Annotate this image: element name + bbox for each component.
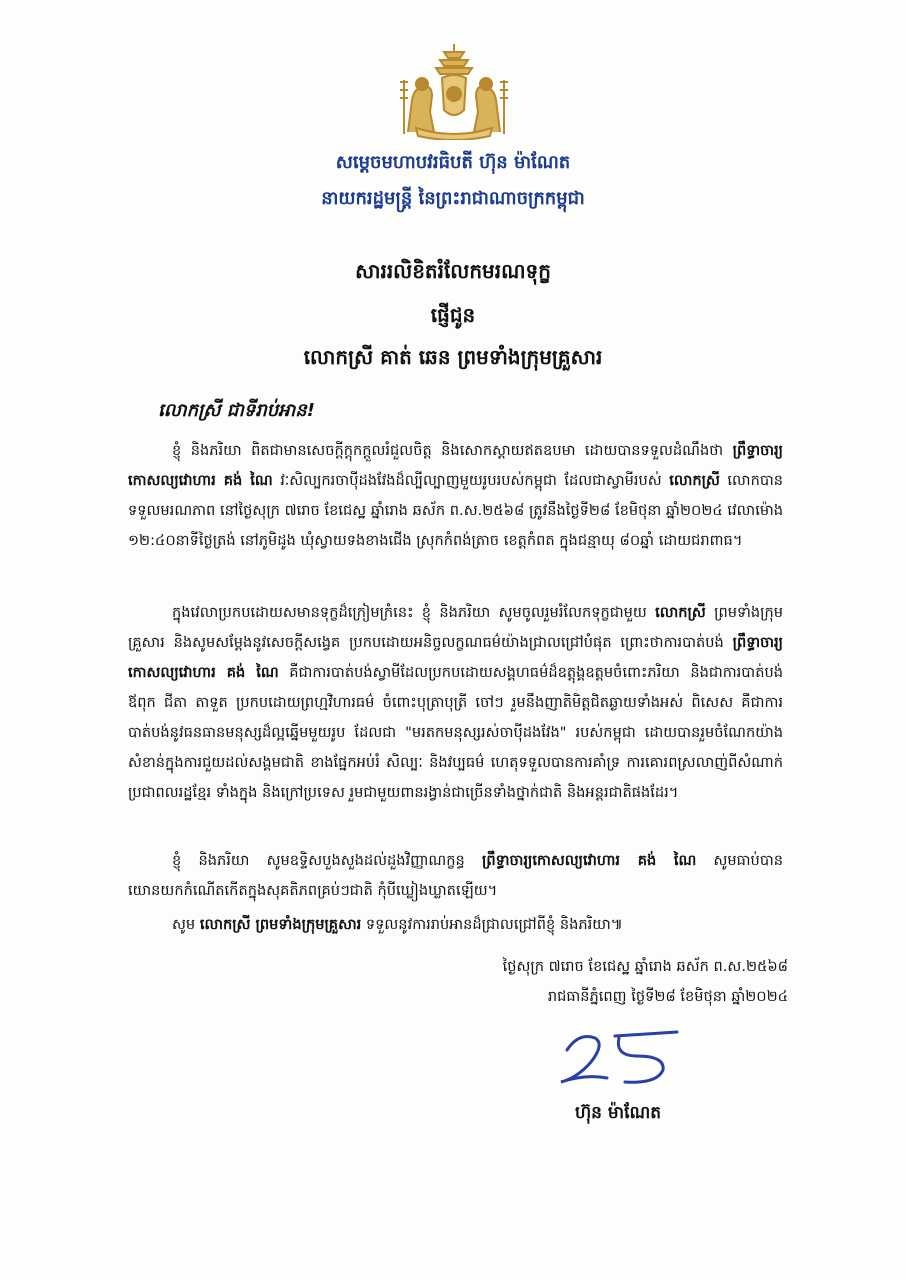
p2-name-bold: ព្រឹទ្ធាចារ្យកោសល្យវោហារ គង់ ណៃ xyxy=(128,634,783,681)
p1-name-bold: ព្រឹទ្ធាចារ្យកោសល្យវោហារ គង់ ណៃ xyxy=(128,442,783,489)
lunar-date: ថ្ងៃសុក្រ ៧រោច ខែជេស្ឋ ឆ្នាំរោង ឆស័ក ព.ស.២៥៦៨ xyxy=(502,958,788,975)
paragraph-2 xyxy=(128,598,783,808)
header-title: នាយករដ្ឋមន្ត្រី នៃព្រះរាជាណាចក្រកម្ពុជា xyxy=(321,188,585,209)
header-name: សម្ដេចមហាបវរធិបតី ហ៊ុន ម៉ាណែត xyxy=(335,152,571,173)
p2-text-c: ព្រមទាំងក្រុមគ្រួសារ និងសូមសម្ដែងនូវសេចក្តីសង្វេគ ប្រកបដោយអនិច្ចលក្ខណធម៌យ៉ាងជ្រាលជ្រៅបំផុត ព្រោះថាការបាត់បង់ xyxy=(128,604,784,651)
letter-sent-to: ផ្ញើជូន xyxy=(430,303,476,327)
p3-name-bold: ព្រឹទ្ធាចារ្យកោសល្យវោហារ គង់ ណៃ xyxy=(481,852,697,869)
letter-title: សាររលិខិតរំលែកមរណទុក្ខ xyxy=(355,259,551,283)
p1-lady-bold: លោកស្រី xyxy=(669,472,720,489)
letter-recipient: លោកស្រី គាត់ ឆេន ព្រមទាំងក្រុមគ្រួសារ xyxy=(303,345,603,369)
p4-text-c: ទទួលនូវការរាប់អានដ៏ជ្រាលជ្រៅពីខ្ញុំ និងភរិយា៕ xyxy=(361,916,623,933)
p1-text-a: ខ្ញុំ និងភរិយា ពិតជាមានសេចក្តីក្តុកក្តួលរំជួលចិត្ត និងសោកស្តាយឥតឧបមា ដោយបានទទួលដំណឹងថា xyxy=(172,442,733,459)
paragraph-1 xyxy=(128,436,783,556)
p4-text-a: សូម xyxy=(172,916,200,933)
p2-text-e: គឺជាការបាត់បង់ស្វាមីដែលប្រកបដោយសង្គហធម៌ដ៏ឧត្តុង្គឧត្តមចំពោះភរិយា និងជាការបាត់បង់ឪពុក ជីតា តាទួត ប្រកបដោយព្រហ្មវិហារធម៌ ចំពោះបុត្រាបុត្រី ចៅៗ រួមនឹងញាតិមិត្តជិតឆ្ងាយទាំងអស់ ពិសេស គឺជាការបាត់បង់នូវធនធានមនុស្សដ៏ល្អឆ្នើមមួយរូប ដែលជា "មរតកមនុស្សរស់ចាប៉ីដងវែង" របស់កម្ពុជា ដោយបានរួមចំណែកយ៉ាងសំខាន់ក្នុងការជួយដល់សង្គមជាតិ ខាងផ្នែកអប់រំ សិល្បៈ និងវប្បធម៌ ហេតុទទួលបានការគាំទ្រ ការគោរពស្រលាញ់ពីសំណាក់ប្រជាពលរដ្ឋខ្មែរ ទាំងក្នុង និងក្រៅប្រទេស រួមជាមួយពានរង្វាន់ជាច្រើនទាំងថ្នាក់ជាតិ និងអន្តរជាតិផងដែរ។ xyxy=(128,664,783,801)
p3-text-c: សូមធាប់បានយោនយកកំណើតកើតក្នុងសុគតិភពគ្រប់ៗជាតិ កុំបីឃ្លៀងឃ្លាតឡើយ។ xyxy=(128,852,783,899)
handwritten-signature-icon xyxy=(545,1022,690,1092)
paragraph-3 xyxy=(128,846,783,906)
p3-text-a: ខ្ញុំ និងភរិយា សូមឧទ្ទិសបួងសួងដល់ដួងវិញ្ញាណក្ខន្ធ xyxy=(172,852,482,869)
p1-text-e: លោកបានទទួលមរណភាព នៅថ្ងៃសុក្រ ៧រោច ខែជេស្ឋ ឆ្នាំរោង ឆស័ក ព.ស.២៥៦៨ ត្រូវនឹងថ្ងៃទី២៨ ខែមិថុនា ឆ្នាំ២០២៤ វេលាម៉ោង ១២:៤០នាទីថ្ងៃត្រង់ នៅភូមិដូង ឃុំស្វាយទងខាងជើង ស្រុកកំពង់ត្រាច ខេត្តកំពត ក្នុងជន្មាយុ ៨០ឆ្នាំ ដោយជរាពាធ។ xyxy=(128,472,783,549)
solar-date: រាជធានីភ្នំពេញ ថ្ងៃទី២៨ ខែមិថុនា ឆ្នាំ២០២៤ xyxy=(547,988,788,1005)
p1-text-c: វៈសិល្បករចាប៉ីដងវែងដ៏ល្បីល្បាញមួយរូបរបស់កម្ពុជា ដែលជាស្វាមីរបស់ xyxy=(272,472,670,489)
salutation: លោកស្រី ជាទីរាប់អាន! xyxy=(158,400,315,421)
paragraph-4 xyxy=(128,910,783,940)
signer-name: ហ៊ុន ម៉ាណែត xyxy=(574,1103,662,1123)
p2-lady-bold: លោកស្រី xyxy=(655,604,706,621)
royal-coat-of-arms-icon xyxy=(398,40,510,140)
p4-lady-bold: លោកស្រី ព្រមទាំងក្រុមគ្រួសារ xyxy=(199,916,362,933)
p2-text-a: ក្នុងវេលាប្រកបដោយសមានទុក្ខដ៏ក្រៀមក្រំនេះ ខ្ញុំ និងភរិយា សូមចូលរួមរំលែកទុក្ខជាមួយ xyxy=(172,604,656,621)
